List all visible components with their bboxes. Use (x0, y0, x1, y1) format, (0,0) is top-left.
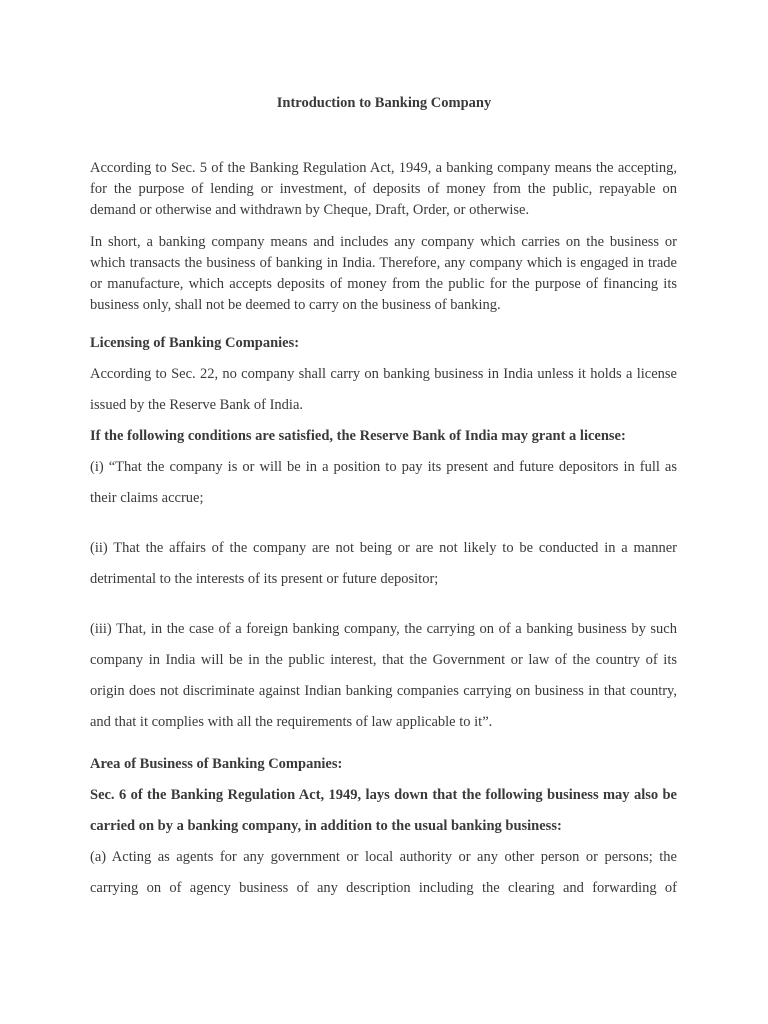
condition-iii: (iii) That, in the case of a foreign banking company, the carrying on of a banking business by such company in India will be in the public interest, that the Government or law of the country of its origin does not discriminate against Indian banking companies carrying on business in that country, and that it complies with all the requirements of law applicable to it”. (90, 621, 677, 730)
condition-ii: (ii) That the affairs of the company are not being or are not likely to be conducted in a manner detrimental to the interests of its present or future depositor; (90, 540, 677, 587)
paragraph-definition: According to Sec. 5 of the Banking Regulation Act, 1949, a banking company means the accepting, for the purpose of lending or investment, of deposits of money from the public, repayable on demand or otherwise and withdrawn by Cheque, Draft, Order, or otherwise. (90, 160, 677, 218)
list-item-area-a: (a) Acting as agents for any government or local authority or any other person or persons; the carrying on of agency business of any description including the clearing and forwarding of (90, 849, 677, 896)
document-title: Introduction to Banking Company (276, 95, 492, 111)
heading-area-of-business: Area of Business of Banking Companies: (90, 756, 343, 772)
heading-conditions: If the following conditions are satisfied, the Reserve Bank of India may grant a license: (90, 428, 626, 444)
paragraph-area-intro: Sec. 6 of the Banking Regulation Act, 1949, lays down that the following business may also be carried on by a banking company, in addition to the usual banking business: (90, 787, 677, 834)
paragraph-licensing: According to Sec. 22, no company shall carry on banking business in India unless it holds a license issued by the Reserve Bank of India. (90, 366, 677, 413)
heading-licensing: Licensing of Banking Companies: (90, 335, 300, 351)
paragraph-short-definition: In short, a banking company means and includes any company which carries on the business or which transacts the business of banking in India. Therefore, any company which is engaged in trade or manufacture, which accepts deposits of money from the public for the purpose of financing its business only, shall not be deemed to carry on the business of banking. (90, 234, 677, 313)
condition-i: (i) “That the company is or will be in a position to pay its present and future depositors in full as their claims accrue; (90, 459, 677, 506)
